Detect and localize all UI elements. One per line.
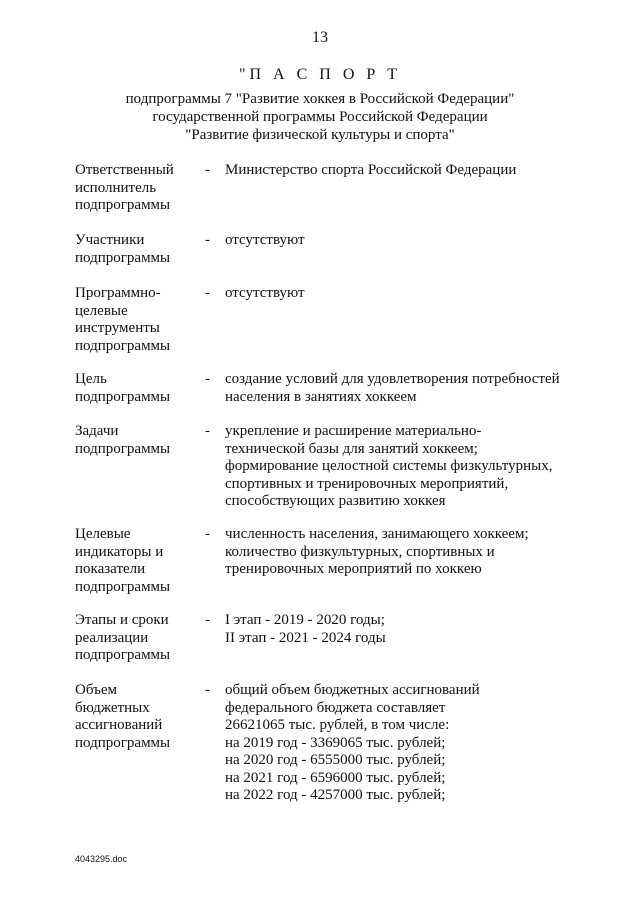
row-label: [75, 285, 200, 355]
row-value: [225, 232, 575, 250]
label-line: подпрограммы: [75, 337, 171, 354]
document-title: "П А С П О Р Т: [238, 66, 402, 83]
label-line: Ответственный: [75, 162, 174, 178]
label-line: исполнитель: [75, 179, 157, 196]
row-dash: -: [205, 423, 210, 439]
value-line: спортивных и тренировочных мероприятий,: [225, 475, 509, 492]
label-line: Этапы и сроки: [75, 612, 169, 628]
label-line: бюджетных: [75, 699, 150, 716]
row-label: [75, 682, 200, 752]
value-line: Министерство спорта Российской Федерации: [225, 162, 517, 178]
label-line: Объем: [75, 682, 117, 698]
value-line: количество физкультурных, спортивных и: [225, 543, 495, 560]
row-label: [75, 423, 200, 458]
file-name-footer: 4043295.doc: [75, 854, 128, 864]
value-line: II этап - 2021 - 2024 годы: [225, 629, 386, 646]
label-line: подпрограммы: [75, 578, 171, 595]
value-line: на 2022 год - 4257000 тыс. рублей;: [225, 787, 446, 803]
row-dash: -: [205, 285, 210, 301]
row-dash: -: [205, 612, 210, 628]
row-label: [75, 232, 200, 267]
value-line: федерального бюджета составляет: [225, 699, 446, 716]
value-line: способствующих развитию хоккея: [225, 493, 446, 509]
value-line: формирование целостной системы физкультурных,: [225, 458, 553, 474]
row-value: [225, 162, 575, 180]
value-line: на 2020 год - 6555000 тыс. рублей;: [225, 752, 446, 768]
row-label: [75, 526, 200, 596]
label-line: подпрограммы: [75, 734, 171, 751]
row-dash: -: [205, 682, 210, 698]
value-line: укрепление и расширение материально-: [225, 423, 482, 439]
label-line: Цель: [75, 371, 107, 387]
row-dash: -: [205, 371, 210, 387]
value-line: 26621065 тыс. рублей, в том числе:: [225, 717, 450, 733]
label-line: Задачи: [75, 423, 119, 439]
label-line: Программно-: [75, 285, 161, 301]
label-line: реализации: [75, 629, 149, 646]
value-line: отсутствуют: [225, 232, 305, 248]
row-value: [225, 423, 575, 511]
subtitle-line: государственной программы Российской Федерации: [152, 109, 488, 125]
label-line: индикаторы и: [75, 543, 164, 560]
row-value: [225, 526, 575, 579]
value-line: технической базы для занятий хоккеем;: [225, 440, 478, 457]
value-line: населения в занятиях хоккеем: [225, 388, 417, 405]
subtitle-line: "Развитие физической культуры и спорта": [185, 127, 455, 143]
label-line: Участники: [75, 232, 145, 248]
value-line: общий объем бюджетных ассигнований: [225, 682, 480, 698]
value-line: I этап - 2019 - 2020 годы;: [225, 612, 385, 628]
row-value: [225, 612, 575, 647]
row-value: [225, 285, 575, 303]
value-line: тренировочных мероприятий по хоккею: [225, 561, 482, 577]
page-number: 13: [312, 29, 328, 46]
row-value: [225, 682, 575, 805]
row-dash: -: [205, 232, 210, 248]
row-dash: -: [205, 162, 210, 178]
label-line: Целевые: [75, 526, 131, 542]
value-line: на 2019 год - 3369065 тыс. рублей;: [225, 734, 446, 751]
label-line: подпрограммы: [75, 197, 171, 213]
value-line: на 2021 год - 6596000 тыс. рублей;: [225, 769, 446, 786]
label-line: инструменты: [75, 320, 160, 336]
label-line: подпрограммы: [75, 388, 171, 405]
subtitle-line: подпрограммы 7 "Развитие хоккея в Российской Федерации": [125, 91, 515, 107]
label-line: показатели: [75, 561, 146, 577]
label-line: целевые: [75, 302, 128, 319]
label-line: ассигнований: [75, 717, 163, 733]
value-line: численность населения, занимающего хоккеем;: [225, 526, 529, 542]
label-line: подпрограммы: [75, 647, 171, 663]
row-label: [75, 371, 200, 406]
row-value: [225, 371, 575, 406]
label-line: подпрограммы: [75, 249, 171, 266]
row-label: [75, 162, 200, 215]
value-line: создание условий для удовлетворения потребностей: [225, 371, 560, 387]
row-dash: -: [205, 526, 210, 542]
row-label: [75, 612, 200, 665]
label-line: подпрограммы: [75, 440, 171, 457]
value-line: отсутствуют: [225, 285, 305, 301]
